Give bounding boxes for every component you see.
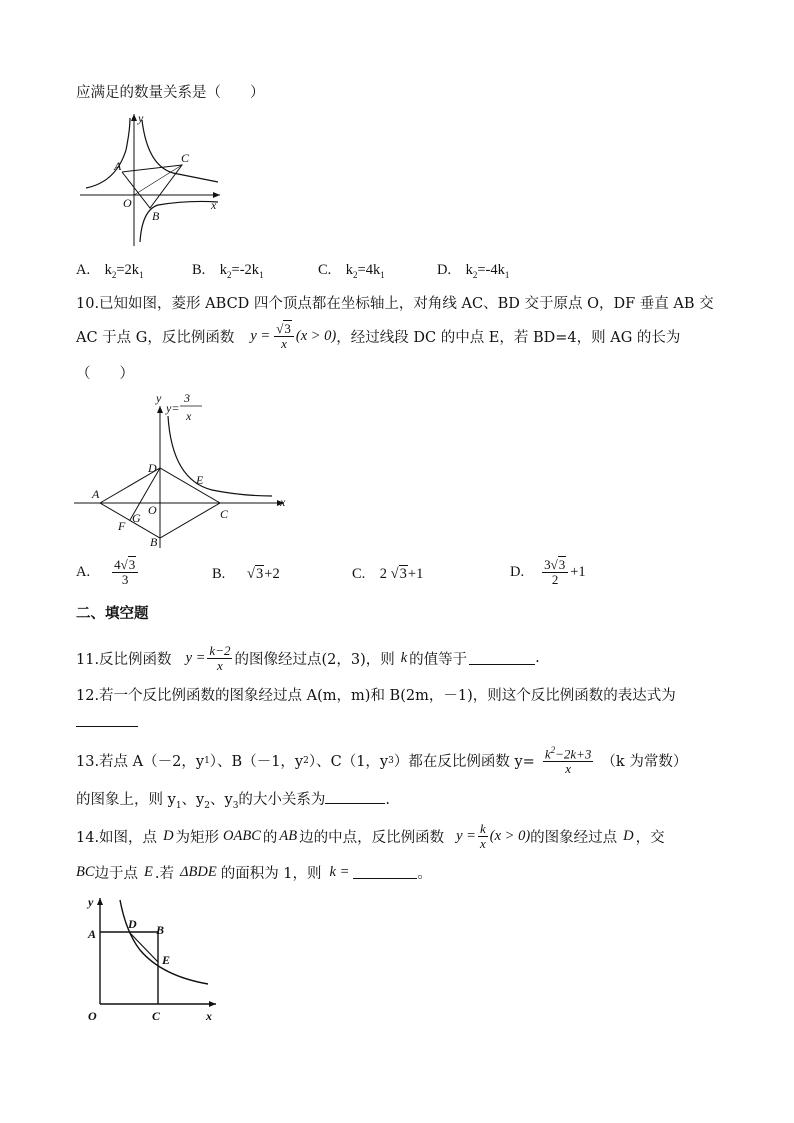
q10-line3: （ ） [76, 366, 134, 382]
q10-fig-eq: y= [166, 401, 180, 415]
q11: 11.反比例函数 y = $\frac{k-2}{x}$ 的图像经过点(2，3)，则 k 的值等于 . [76, 643, 540, 673]
q10-fig-A: A [92, 487, 100, 501]
q14-fig-E: E [162, 953, 171, 967]
q9-fig-A: A [114, 159, 122, 173]
q9-figure [78, 110, 228, 250]
q14-fig-D: D [128, 917, 137, 931]
q13-answer-blank[interactable] [325, 791, 385, 804]
q14-fig-x: x [206, 1009, 212, 1023]
q9-fig-B: B [152, 209, 160, 223]
section-title: 二、填空题 [76, 605, 149, 622]
q9-option-a[interactable]: A. $k_2=2k_1$ [76, 262, 144, 280]
q10-fig-F: F [118, 519, 126, 533]
q10-option-d[interactable]: D. $\frac{3√3}{2}$ +1 [510, 557, 586, 587]
q11-answer-blank[interactable] [469, 652, 535, 665]
q14-fig-A: A [88, 927, 97, 941]
q10-fig-y: y [156, 391, 162, 405]
q10-option-b[interactable]: B. √3+2 [212, 566, 280, 582]
q10-option-c[interactable]: C. 2 √3+1 [352, 566, 424, 582]
q9-option-c[interactable]: C. $k_2=4k_1$ [318, 262, 385, 280]
q10-line1: 10.已知如图，菱形 ABCD 四个顶点都在坐标轴上，对角线 AC、BD 交于原点 O，DF 垂直 AB 交 [76, 296, 714, 312]
q10-option-a[interactable]: A. $\frac{4√3}{3}$ [76, 558, 140, 586]
q10-fig-D: D [148, 461, 157, 475]
q14-fig-C: C [152, 1009, 161, 1023]
q14-line1: 14.如图，点 D 为矩形 OABC 的 AB 边的中点，反比例函数 y = $\frac{k}{x}$ (x > 0) 的图象经过点 D ，交 [76, 821, 665, 851]
q10-fig-E: E [196, 473, 204, 487]
q9-fig-C: C [181, 151, 190, 165]
q14-line2: BC 边于点 E .若 ΔBDE 的面积为 1，则 k = 。 [76, 864, 432, 882]
q10-figure [72, 388, 292, 553]
q10-fig-B: B [150, 535, 158, 549]
q12-line1: 12.若一个反比例函数的图象经过点 A(m，m)和 B(2m，－1)，则这个反比例函数的表达式为 [76, 688, 676, 704]
q14-answer-blank[interactable] [353, 866, 417, 879]
q14-fig-O: O [88, 1009, 97, 1023]
q10-line2: AC 于点 G，反比例函数 y = $\frac{√3}{x}$ (x > 0) ，经过线段 DC 的中点 E，若 BD=4，则 AG 的长为 [76, 321, 681, 351]
q10-fig-num: 3 [184, 391, 190, 405]
q14-fig-B: B [156, 923, 165, 937]
q10-fig-C: C [220, 507, 229, 521]
q9-stem-tail: 应满足的数量关系是（ ） [76, 85, 265, 101]
q13-line2: 的图象上，则 $y_1$、$y_2$、$y_3$的大小关系为 . [76, 792, 391, 811]
q9-fig-x: x [211, 198, 217, 212]
q9-fig-O: O [123, 196, 132, 210]
q13-line1: 13.若点 A（－2，y 1 ）、B（－1，y 2 ）、C（1，y 3 ）都在反比例函数 y= $\frac{k^2-2k+3}{x}$ （k 为常数） [76, 745, 688, 776]
q10-fig-G: G [132, 511, 141, 525]
q9-option-d[interactable]: D. $k_2=-4k_1$ [437, 262, 510, 280]
q10-fig-x: x [280, 495, 286, 509]
q12-answer-blank[interactable] [76, 714, 138, 731]
q14-fig-y: y [88, 895, 94, 909]
q9-fig-y: y [138, 111, 144, 125]
q10-fig-den: x [186, 409, 192, 423]
q14-figure [82, 892, 222, 1024]
q10-fig-O: O [148, 503, 157, 517]
q9-option-b[interactable]: B. $k_2=-2k_1$ [192, 262, 264, 280]
